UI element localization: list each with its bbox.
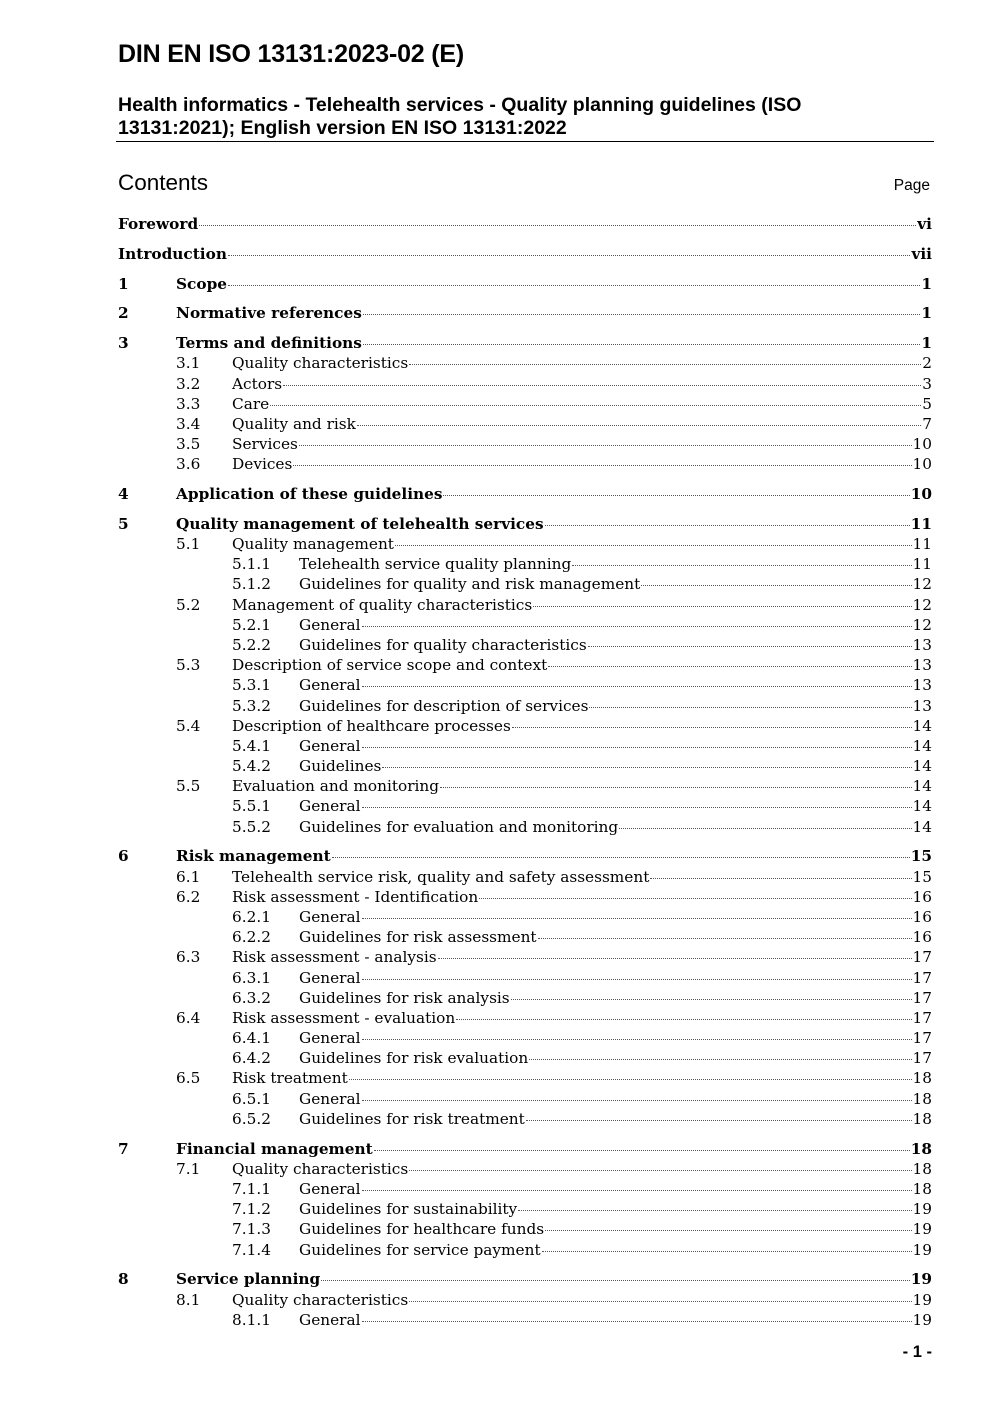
toc-entry-page: 7: [922, 414, 932, 433]
toc-entry-page: 19: [912, 1200, 932, 1219]
toc-entry-number: 2: [118, 304, 129, 323]
toc-entry[interactable]: [118, 1310, 932, 1330]
toc-entry[interactable]: [118, 675, 932, 695]
toc-dot-leader: [548, 666, 911, 667]
toc-dot-leader: [332, 857, 910, 858]
toc-dot-leader: [228, 285, 920, 286]
toc-entry[interactable]: [118, 414, 932, 434]
toc-entry-title: General: [299, 736, 361, 755]
toc-dot-leader: [533, 606, 911, 607]
toc-entry-page: 14: [912, 797, 932, 816]
toc-entry[interactable]: [118, 1159, 932, 1179]
toc-entry[interactable]: [118, 1008, 932, 1028]
toc-entry-page: 15: [912, 867, 932, 886]
toc-entry-page: 18: [912, 1089, 932, 1108]
toc-entry-page: 2: [922, 354, 932, 373]
toc-entry[interactable]: [118, 1199, 932, 1219]
toc-entry-page: 19: [912, 1290, 932, 1309]
toc-entry-page: vii: [911, 244, 932, 263]
toc-entry-number: 3.4: [176, 414, 201, 433]
toc-entry-title: General: [299, 907, 361, 926]
toc-entry-page: 19: [910, 1270, 932, 1289]
toc-entry[interactable]: [118, 736, 932, 756]
toc-entry-number: 8.1.1: [232, 1310, 271, 1329]
toc-entry-page: 14: [912, 716, 932, 735]
toc-entry-page: 11: [912, 555, 932, 574]
toc-entry-number: 6.3: [176, 948, 201, 967]
toc-entry[interactable]: [118, 333, 932, 353]
toc-entry-number: 5.3: [176, 656, 201, 675]
toc-dot-leader: [199, 225, 916, 226]
toc-entry-number: 5.1: [176, 535, 201, 553]
toc-entry[interactable]: [118, 796, 932, 816]
toc-entry-title: Quality management: [232, 535, 394, 553]
toc-dot-leader: [363, 344, 920, 345]
toc-dot-leader: [545, 525, 910, 526]
toc-entry-number: 6.3.2: [232, 988, 271, 1007]
toc-dot-leader: [409, 364, 921, 365]
toc-entry-page: 19: [912, 1310, 932, 1329]
toc-dot-leader: [456, 1019, 911, 1020]
toc-entry-page: 1: [921, 274, 932, 293]
toc-entry-number: 1: [118, 274, 129, 293]
toc-dot-leader: [362, 1190, 912, 1191]
toc-entry-title: Guidelines for risk analysis: [299, 988, 510, 1007]
toc-entry[interactable]: [118, 635, 932, 655]
toc-entry-title: Guidelines: [299, 757, 382, 776]
toc-dot-leader: [362, 1321, 912, 1322]
toc-dot-leader: [382, 767, 911, 768]
toc-entry-title: Service planning: [176, 1270, 321, 1289]
toc-entry-number: 5.4: [176, 716, 201, 735]
toc-dot-leader: [362, 918, 912, 919]
toc-dot-leader: [409, 1301, 911, 1302]
toc-entry[interactable]: [118, 574, 932, 594]
toc-entry-number: 5: [118, 514, 129, 533]
toc-dot-leader: [511, 999, 912, 1000]
toc-dot-leader: [293, 465, 911, 466]
toc-entry-number: 5.2: [176, 595, 201, 614]
toc-entry-page: 14: [912, 817, 932, 836]
toc-entry-number: 6.2.1: [232, 907, 271, 926]
toc-entry[interactable]: [118, 1269, 932, 1289]
toc-entry-page: 17: [912, 988, 932, 1007]
toc-dot-leader: [362, 747, 912, 748]
toc-dot-leader: [374, 1150, 910, 1151]
toc-entry-number: 3.5: [176, 435, 201, 454]
toc-entry-number: 6.4: [176, 1008, 201, 1027]
toc-entry-title: Quality characteristics: [232, 1290, 409, 1309]
toc-entry[interactable]: [118, 655, 932, 675]
toc-entry-title: Description of service scope and context: [232, 656, 548, 675]
toc-entry-number: 3.3: [176, 394, 201, 413]
toc-entry-page: 13: [912, 656, 932, 675]
toc-entry[interactable]: [118, 1290, 932, 1310]
toc-entry-page: 19: [912, 1220, 932, 1239]
toc-entry-title: Financial management: [176, 1139, 373, 1158]
toc-entry-title: Guidelines for quality characteristics: [299, 635, 587, 654]
toc-entry-number: 5.4.1: [232, 736, 271, 755]
toc-entry-title: General: [299, 1029, 361, 1048]
toc-entry-title: Risk treatment: [232, 1069, 348, 1088]
toc-dot-leader: [362, 979, 912, 980]
toc-entry-page: 17: [912, 948, 932, 967]
toc-dot-leader: [362, 807, 912, 808]
toc-entry-title: Introduction: [118, 244, 227, 263]
toc-entry-number: 5.5.1: [232, 797, 271, 816]
toc-entry-title: Scope: [176, 274, 227, 293]
toc-entry-title: Guidelines for sustainability: [299, 1200, 518, 1219]
toc-entry-title: Quality characteristics: [232, 354, 409, 373]
toc-entry[interactable]: [118, 696, 932, 716]
toc-entry-title: Guidelines for risk assessment: [299, 928, 537, 947]
toc-entry-number: 7.1.2: [232, 1200, 271, 1219]
toc-entry-title: Care: [232, 394, 270, 413]
toc-entry-page: 18: [910, 1139, 932, 1158]
toc-dot-leader: [512, 727, 912, 728]
toc-entry-title: Risk assessment - Identification: [232, 887, 479, 906]
toc-entry[interactable]: [118, 887, 932, 907]
toc-entry-number: 6.1: [176, 867, 201, 886]
toc-entry-number: 4: [118, 485, 129, 504]
toc-dot-leader: [363, 314, 921, 315]
toc-entry[interactable]: [118, 274, 932, 294]
toc-dot-leader: [572, 565, 911, 566]
toc-dot-leader: [542, 1251, 912, 1252]
toc-dot-leader: [357, 425, 921, 426]
toc-entry-number: 6.4.1: [232, 1029, 271, 1048]
toc-dot-leader: [228, 255, 911, 256]
toc-entry-title: General: [299, 968, 361, 987]
toc-entry[interactable]: [118, 514, 932, 534]
toc-entry[interactable]: [118, 244, 932, 264]
toc-entry-title: Guidelines for quality and risk management: [299, 575, 641, 594]
toc-entry-number: 5.5: [176, 777, 201, 796]
toc-entry-number: 5.3.1: [232, 676, 271, 695]
toc-dot-leader: [641, 585, 911, 586]
toc-entry[interactable]: [118, 756, 932, 776]
toc-entry-title: Telehealth service risk, quality and safety assessment: [232, 867, 650, 886]
toc-entry-page: 12: [912, 575, 932, 594]
toc-entry-title: General: [299, 615, 361, 634]
toc-dot-leader: [362, 686, 912, 687]
toc-entry-page: 15: [910, 847, 932, 866]
toc-dot-leader: [518, 1210, 911, 1211]
toc-entry[interactable]: [118, 1139, 932, 1159]
toc-entry-title: Risk assessment - analysis: [232, 948, 437, 967]
toc-dot-leader: [619, 828, 911, 829]
toc-entry-title: Management of quality characteristics: [232, 595, 533, 614]
toc-entry-page: 16: [912, 928, 932, 947]
toc-entry-page: 18: [912, 1180, 932, 1198]
toc-entry[interactable]: [118, 1240, 932, 1260]
toc-dot-leader: [538, 938, 912, 939]
toc-entry[interactable]: [118, 867, 932, 887]
toc-dot-leader: [283, 385, 921, 386]
toc-entry-title: Guidelines for evaluation and monitoring: [299, 817, 619, 836]
toc-entry-title: Description of healthcare processes: [232, 716, 511, 735]
toc-entry-number: 6.5: [176, 1069, 201, 1088]
toc-dot-leader: [529, 1059, 911, 1060]
toc-entry-number: 5.1.1: [232, 555, 271, 574]
document-title: DIN EN ISO 13131:2023-02 (E): [118, 40, 464, 68]
toc-entry[interactable]: [118, 434, 932, 454]
toc-dot-leader: [545, 1230, 911, 1231]
title-divider: [116, 141, 934, 142]
toc-entry[interactable]: [118, 947, 932, 967]
toc-entry[interactable]: [118, 817, 932, 837]
toc-entry-page: 13: [912, 635, 932, 654]
toc-entry-title: Guidelines for service payment: [299, 1240, 541, 1259]
toc-dot-leader: [395, 545, 912, 546]
toc-entry-page: 14: [912, 757, 932, 776]
toc-entry-title: General: [299, 1089, 361, 1108]
toc-entry[interactable]: [118, 988, 932, 1008]
toc-entry[interactable]: [118, 1028, 932, 1048]
table-of-contents: [118, 214, 932, 1330]
toc-entry-page: 11: [910, 514, 932, 533]
toc-dot-leader: [526, 1120, 912, 1121]
toc-entry-number: 6.2: [176, 887, 201, 906]
toc-entry-title: Devices: [232, 455, 293, 474]
toc-entry-title: Guidelines for description of services: [299, 696, 589, 715]
toc-entry-page: 17: [912, 1008, 932, 1027]
toc-entry[interactable]: [118, 1109, 932, 1129]
toc-dot-leader: [440, 787, 911, 788]
toc-entry-title: Risk management: [176, 847, 331, 866]
toc-entry[interactable]: [118, 554, 932, 574]
toc-entry-number: 6.5.1: [232, 1089, 271, 1108]
toc-entry-number: 5.3.2: [232, 696, 271, 715]
toc-entry-title: Quality and risk: [232, 414, 356, 433]
toc-entry-page: 18: [912, 1069, 932, 1088]
toc-entry-page: 5: [922, 394, 932, 413]
toc-entry-title: Guidelines for healthcare funds: [299, 1220, 545, 1239]
toc-entry[interactable]: [118, 353, 932, 373]
toc-entry[interactable]: [118, 374, 932, 394]
toc-entry[interactable]: [118, 907, 932, 927]
toc-entry-number: 5.4.2: [232, 757, 271, 776]
toc-entry-title: Risk assessment - evaluation: [232, 1008, 456, 1027]
toc-entry-title: Actors: [232, 374, 283, 393]
toc-entry[interactable]: [118, 595, 932, 615]
toc-entry-title: Quality management of telehealth services: [176, 514, 544, 533]
toc-entry[interactable]: [118, 484, 932, 504]
toc-entry-page: 17: [912, 968, 932, 987]
toc-entry-page: 17: [912, 1029, 932, 1048]
toc-entry[interactable]: [118, 1068, 932, 1088]
toc-dot-leader: [650, 878, 911, 879]
toc-entry-number: 7.1.1: [232, 1180, 271, 1198]
toc-entry[interactable]: [118, 214, 932, 234]
toc-entry-number: 6: [118, 847, 129, 866]
toc-entry-title: Foreword: [118, 215, 199, 233]
toc-entry-number: 7.1: [176, 1159, 201, 1178]
toc-entry-number: 5.1.2: [232, 575, 271, 594]
toc-entry-title: Terms and definitions: [176, 334, 362, 353]
toc-entry[interactable]: [118, 846, 932, 866]
toc-dot-leader: [349, 1079, 912, 1080]
toc-entry[interactable]: [118, 776, 932, 796]
toc-entry-number: 5.2.2: [232, 635, 271, 654]
toc-dot-leader: [479, 898, 911, 899]
toc-entry-page: 18: [912, 1109, 932, 1128]
toc-dot-leader: [321, 1280, 910, 1281]
toc-entry-number: 3.2: [176, 374, 201, 393]
page-column-label: Page: [893, 177, 930, 194]
toc-entry-page: 16: [912, 907, 932, 926]
toc-entry-number: 7.1.4: [232, 1240, 271, 1259]
toc-entry-title: Guidelines for risk evaluation: [299, 1049, 529, 1068]
toc-entry-page: 13: [912, 696, 932, 715]
toc-entry-title: General: [299, 676, 361, 695]
toc-entry-number: 3.1: [176, 354, 201, 373]
toc-entry-page: 11: [912, 535, 932, 553]
toc-entry-title: Quality characteristics: [232, 1159, 409, 1178]
toc-entry-title: General: [299, 1180, 361, 1198]
toc-entry-page: 19: [912, 1240, 932, 1259]
toc-entry-number: 6.3.1: [232, 968, 271, 987]
toc-entry-page: 16: [912, 887, 932, 906]
toc-entry-number: 6.2.2: [232, 928, 271, 947]
toc-entry[interactable]: [118, 1219, 932, 1239]
toc-entry-page: 17: [912, 1049, 932, 1068]
footer-page-number: - 1 -: [902, 1343, 932, 1361]
toc-entry-number: 5.2.1: [232, 615, 271, 634]
toc-dot-leader: [362, 626, 912, 627]
toc-entry-page: 10: [912, 435, 932, 454]
toc-entry[interactable]: [118, 1089, 932, 1109]
toc-entry-number: 3: [118, 334, 129, 353]
toc-entry-page: 12: [912, 595, 932, 614]
toc-entry-number: 8: [118, 1270, 129, 1289]
toc-entry-title: General: [299, 1310, 361, 1329]
toc-entry-title: Application of these guidelines: [176, 485, 443, 504]
toc-dot-leader: [588, 646, 912, 647]
toc-entry-title: Guidelines for risk treatment: [299, 1109, 525, 1128]
toc-dot-leader: [409, 1170, 911, 1171]
toc-entry-title: Evaluation and monitoring: [232, 777, 440, 796]
toc-entry[interactable]: [118, 968, 932, 988]
toc-entry-number: 5.5.2: [232, 817, 271, 836]
toc-entry-page: 10: [912, 455, 932, 474]
toc-entry-number: 8.1: [176, 1290, 201, 1309]
toc-entry-number: 6.5.2: [232, 1109, 271, 1128]
toc-dot-leader: [299, 445, 912, 446]
toc-entry-page: 18: [912, 1159, 932, 1178]
toc-entry-page: 10: [910, 485, 932, 504]
toc-entry-title: General: [299, 797, 361, 816]
toc-entry-page: 1: [921, 334, 932, 353]
toc-entry[interactable]: [118, 615, 932, 635]
toc-entry-page: 14: [912, 736, 932, 755]
toc-dot-leader: [270, 405, 921, 406]
toc-entry[interactable]: [118, 454, 932, 474]
toc-entry[interactable]: [118, 1179, 932, 1199]
toc-entry-number: 6.4.2: [232, 1049, 271, 1068]
toc-entry-number: 7.1.3: [232, 1220, 271, 1239]
toc-entry-title: Normative references: [176, 304, 362, 323]
toc-entry-page: 1: [921, 304, 932, 323]
toc-entry-page: 3: [922, 374, 932, 393]
contents-heading: Contents: [118, 170, 209, 195]
document-subtitle: Health informatics - Telehealth services - Quality planning guidelines (ISO 13131:2021); English version EN ISO 13131:2022: [118, 94, 802, 139]
toc-dot-leader: [438, 958, 912, 959]
toc-dot-leader: [443, 495, 909, 496]
toc-dot-leader: [362, 1039, 912, 1040]
toc-entry[interactable]: [118, 716, 932, 736]
toc-entry-number: 7: [118, 1139, 129, 1158]
toc-entry-title: Services: [232, 435, 298, 454]
toc-entry[interactable]: [118, 1048, 932, 1068]
toc-entry-number: 3.6: [176, 455, 201, 474]
toc-entry-page: vi: [917, 215, 932, 233]
toc-entry[interactable]: [118, 303, 932, 323]
toc-entry-page: 14: [912, 777, 932, 796]
toc-dot-leader: [589, 707, 911, 708]
toc-entry[interactable]: [118, 394, 932, 414]
toc-entry-page: 12: [912, 615, 932, 634]
toc-entry[interactable]: [118, 534, 932, 554]
toc-dot-leader: [362, 1100, 912, 1101]
toc-entry-page: 13: [912, 676, 932, 695]
toc-entry-title: Telehealth service quality planning: [299, 555, 572, 574]
toc-entry[interactable]: [118, 927, 932, 947]
